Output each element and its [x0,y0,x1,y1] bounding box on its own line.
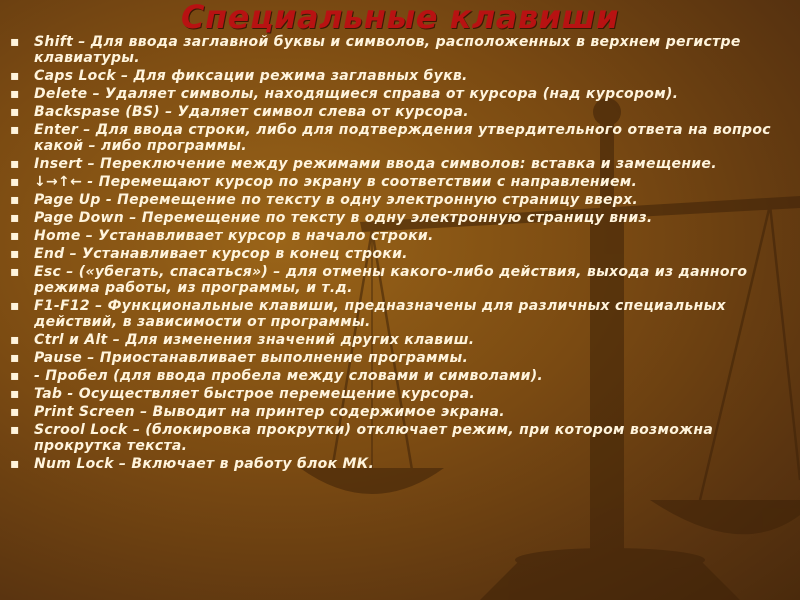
list-item-text: Tab - Осуществляет быстрое перемещение курсора. [34,386,475,402]
list-item [10,210,780,226]
list-item [10,422,780,454]
list-item-text: Page Down – Перемещение по тексту в одну электронную страницу вниз. [34,210,653,226]
list-item-text: F1-F12 – Функциональные клавиши, предназначены для различных специальных действий, в зависимости от программы. [34,298,726,330]
list-item-text: ↓→↑← - Перемещают курсор по экрану в соответствии с направлением. [34,174,638,190]
bullet-icon: ▪ [10,332,20,348]
list-item [10,228,780,244]
bullet-icon: ▪ [10,386,20,402]
list-item-text: Esc – («убегать, спасаться») – для отмены какого-либо действия, выхода из данного режима работы, из программы, и т.д. [34,264,748,296]
bullet-icon: ▪ [10,174,20,190]
bullet-icon: ▪ [10,368,20,384]
list-item [10,456,780,472]
list-item [10,122,780,154]
list-item [10,34,780,66]
bullet-icon: ▪ [10,456,20,472]
list-item [10,156,780,172]
list-item-text: Num Lock – Включает в работу блок МК. [34,456,375,472]
bullet-icon: ▪ [10,404,20,420]
list-item [10,68,780,84]
list-item [10,174,780,190]
list-item-text: Enter – Для ввода строки, либо для подтверждения утвердительного ответа на вопрос какой – либо программы. [34,122,771,154]
list-item-text: Caps Lock – Для фиксации режима заглавных букв. [34,68,468,84]
list-item-text: Page Up - Перемещение по тексту в одну электронную страницу вверх. [34,192,639,208]
list-item-text: Shift – Для ввода заглавной буквы и символов, расположенных в верхнем регистре клавиатуры. [34,34,741,66]
slide-title: Специальные клавиши [181,0,619,36]
list-item-text: Backspase (BS) – Удаляет символ слева от курсора. [34,104,469,120]
list-item [10,246,780,262]
list-item [10,404,780,420]
bullet-icon: ▪ [10,192,20,208]
list-item [10,298,780,330]
list-item [10,86,780,102]
list-item-text: Ctrl и Alt – Для изменения значений других клавиш. [34,332,475,348]
bullet-icon: ▪ [10,156,20,172]
bullet-icon: ▪ [10,264,20,280]
list-item-text: Insert – Переключение между режимами ввода символов: вставка и замещение. [34,156,717,172]
list-item-text: - Пробел (для ввода пробела между словами и символами). [34,368,544,384]
list-item-text: Print Screen – Выводит на принтер содержимое экрана. [34,404,505,420]
special-keys-list [10,34,780,474]
bullet-icon: ▪ [10,86,20,102]
bullet-icon: ▪ [10,122,20,138]
list-item [10,332,780,348]
bullet-icon: ▪ [10,246,20,262]
list-item [10,104,780,120]
list-item-text: End – Устанавливает курсор в конец строки. [34,246,408,262]
bullet-icon: ▪ [10,104,20,120]
list-item-text: Scrool Lock – (блокировка прокрутки) отключает режим, при котором возможна прокрутка текста. [34,422,714,454]
bullet-icon: ▪ [10,210,20,226]
bullet-icon: ▪ [10,350,20,366]
bullet-icon: ▪ [10,68,20,84]
list-item [10,192,780,208]
list-item-text: Home – Устанавливает курсор в начало строки. [34,228,434,244]
bullet-icon: ▪ [10,228,20,244]
bullet-icon: ▪ [10,422,20,438]
bullet-icon: ▪ [10,34,20,50]
list-item [10,350,780,366]
list-item [10,264,780,296]
bullet-icon: ▪ [10,298,20,314]
list-item [10,386,780,402]
list-item [10,368,780,384]
list-item-text: Delete – Удаляет символы, находящиеся справа от курсора (над курсором). [34,86,679,102]
list-item-text: Pause – Приостанавливает выполнение программы. [34,350,469,366]
